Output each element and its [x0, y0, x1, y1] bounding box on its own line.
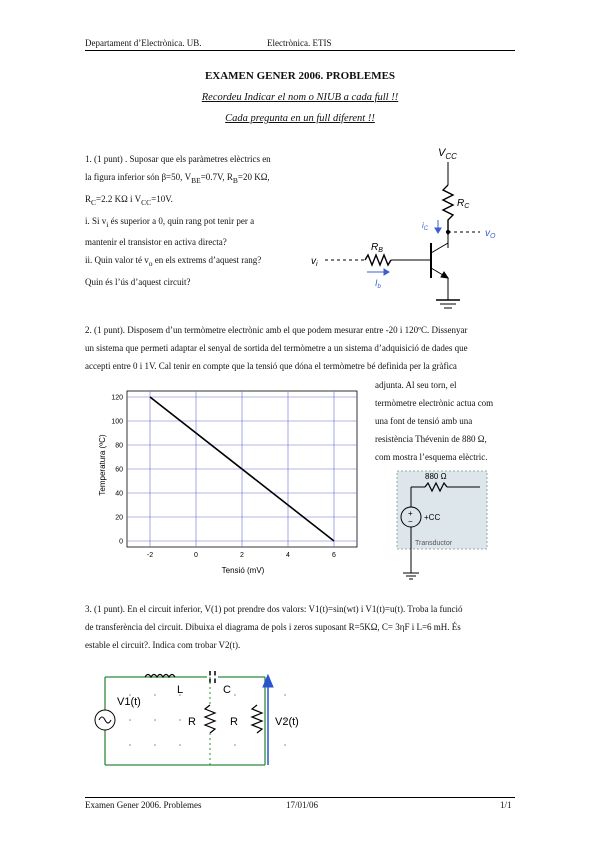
q2-side-1: adjunta. Al seu torn, el — [375, 380, 457, 390]
q2-line-1: 2. (1 punt). Disposem d’un termòmetre electrònic amb el que podem mesurar entre -20 i 120ºC. Dissenyar — [85, 325, 468, 335]
v1-label: V1(t) — [117, 696, 141, 708]
question-2 — [85, 321, 515, 375]
question-3 — [85, 600, 515, 654]
q2-side-3: una font de tensió amb una — [375, 416, 473, 426]
vcc-label: $V_{CC}$ — [438, 147, 457, 161]
ic-label: $i_C$ — [422, 221, 429, 232]
q2-side-5: com mostra l’esquema elèctric. — [375, 452, 488, 462]
chart-x-tick-label: 4 — [286, 552, 290, 559]
transistor-circuit — [305, 140, 520, 325]
chart-y-tick-label: 120 — [111, 394, 123, 402]
chart-y-tick-label: 80 — [115, 442, 123, 450]
footer-left: Examen Gener 2006. Problemes — [85, 800, 202, 810]
footer-date: 17/01/06 — [286, 800, 319, 810]
thevenin-circuit — [395, 465, 495, 580]
transductor-caption: Transductor — [415, 540, 453, 547]
q2-line-3: accepti entre 0 i 1V. Cal tenir en compte que la tensió que dóna el termòmetre bé definida per la gràfica — [85, 361, 457, 371]
rb-label: $R_B$ — [371, 242, 383, 254]
q1-line-1: 1. (1 punt) . Suposar que els paràmetres elèctrics en — [85, 154, 271, 164]
chart-y-tick-label: 20 — [115, 514, 123, 522]
q1-line-5: mantenir el transistor en activa directa? — [85, 237, 227, 248]
q1-line-2: la figura inferior són β=50, $V_{BE}=0.7V$, $R_B=20$ KΩ, — [85, 172, 270, 185]
header-left: Departament d’Electrònica. UB. — [85, 38, 202, 48]
svg-text:+: + — [408, 509, 413, 518]
question-1 — [85, 150, 305, 291]
chart-y-tick-label: 100 — [111, 418, 123, 426]
chart-x-tick-label: -2 — [146, 552, 154, 559]
header-rule — [85, 50, 515, 51]
q2-line-2: un sistema que permeti adaptar el senyal de sortida del termòmetre a un sistema d’adquisició de dades que — [85, 343, 468, 353]
q1-line-3: $R_C=2.2$ KΩ i $V_{CC}=10V$. — [85, 193, 173, 207]
capacitor-label: C — [223, 684, 231, 696]
q1-line-6: ii. Quin valor té $v_o$ en els extrems d’aquest rang? — [85, 255, 262, 269]
thevenin-source-label: +CC — [424, 513, 441, 522]
vi-label: $v_i$ — [311, 256, 318, 268]
q1-line-7: Quin és l’ús d’aquest circuit? — [85, 277, 191, 288]
q1-line-4: i. Si $v_i$ és superior a 0, quin rang pot tenir per a — [85, 215, 255, 229]
vo-label: $v_O$ — [485, 228, 496, 240]
chart-y-tick-label: 60 — [115, 466, 123, 474]
chart-x-tick-label: 0 — [194, 552, 198, 559]
temperature-voltage-chart — [95, 385, 365, 580]
ib-label: $I_b$ — [375, 278, 381, 290]
q3-line-1: 3. (1 punt). En el circuit inferior, V(1) pot prendre dos valors: V1(t)=sin(wt) i V1(t)=u(t). Troba la funció — [85, 604, 463, 614]
chart-y-axis-label: Temperatura (ºC) — [98, 434, 107, 496]
chart-x-axis-label: Tensió (mV) — [221, 566, 265, 575]
q2-side-2: termòmetre electrònic actua com — [375, 398, 494, 408]
chart-x-tick-label: 6 — [332, 552, 336, 559]
rlc-circuit — [85, 665, 305, 785]
resistor-2-label: R — [230, 716, 238, 728]
v2-label: V2(t) — [275, 716, 299, 728]
chart-x-tick-label: 2 — [240, 552, 244, 559]
chart-y-tick-label: 40 — [115, 490, 123, 498]
q2-side-4: resistència Thévenin de 880 Ω, — [375, 434, 487, 444]
subtitle-2: Cada pregunta en un full diferent !! — [225, 113, 375, 124]
svg-text:−: − — [408, 517, 413, 526]
exam-title: EXAMEN GENER 2006. PROBLEMES — [204, 70, 396, 82]
q3-line-3: estable el circuit?. Indica com trobar V2(t). — [85, 640, 241, 650]
thevenin-resistor-label: 880 Ω — [425, 472, 447, 481]
resistor-1-label: R — [188, 716, 196, 728]
chart-y-tick-label: 0 — [119, 538, 123, 546]
footer-rule — [85, 797, 515, 798]
question-2-side — [375, 376, 515, 466]
q3-line-2: de transferència del circuit. Dibuixa el diagrama de pols i zeros suposant R=5KΩ, C= 3ηF i L=6 mH. És — [85, 622, 461, 632]
footer-page: 1/1 — [500, 800, 512, 810]
header-right: Electrònica. ETIS — [267, 38, 332, 48]
rc-label: $R_C$ — [457, 198, 470, 210]
subtitle-1: Recordeu Indicar el nom o NIUB a cada full !! — [201, 92, 399, 103]
inductor-label: L — [177, 684, 184, 696]
